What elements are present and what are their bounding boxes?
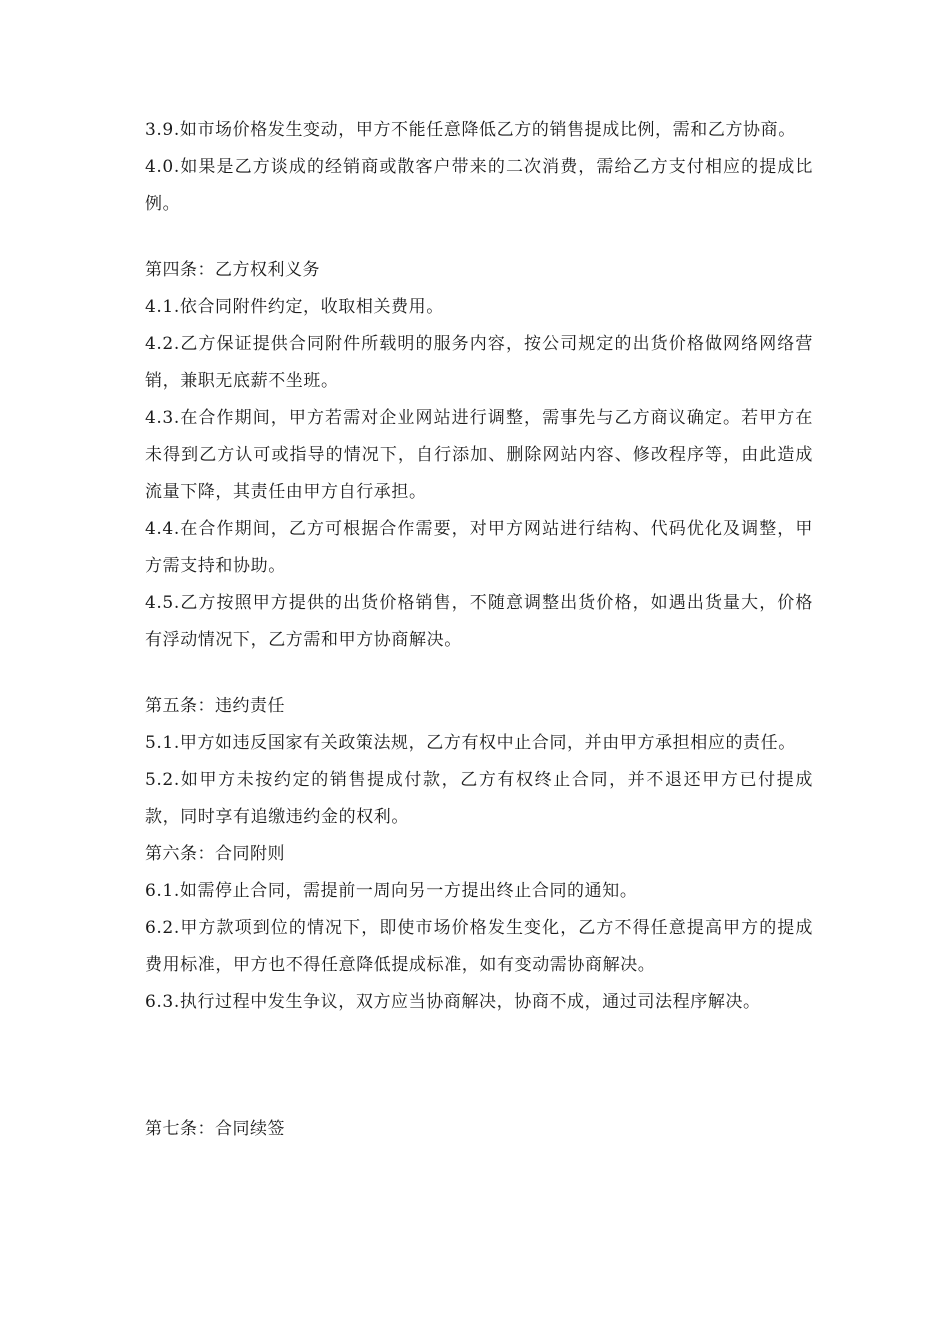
clause-5-1: 5.1.甲方如违反国家有关政策法规，乙方有权中止合同，并由甲方承担相应的责任。	[145, 733, 796, 753]
document-page	[145, 112, 813, 1148]
section-5-heading: 第五条：违约责任	[145, 696, 285, 716]
clause-4-3: 4.3.在合作期间，甲方若需对企业网站进行调整，需事先与乙方商议确定。若甲方在未得到乙方认可或指导的情况下，自行添加、删除网站内容、修改程序等，由此造成流量下降，其责任由甲方自行承担。	[145, 408, 813, 502]
clause-6-2: 6.2.甲方款项到位的情况下，即使市场价格发生变化，乙方不得任意提高甲方的提成费用标准，甲方也不得任意降低提成标准，如有变动需协商解决。	[145, 918, 813, 975]
section-4-heading: 第四条：乙方权利义务	[145, 260, 320, 280]
clause-4-5: 4.5.乙方按照甲方提供的出货价格销售，不随意调整出货价格，如遇出货量大，价格有浮动情况下，乙方需和甲方协商解决。	[145, 593, 813, 650]
clause-4-1: 4.1.依合同附件约定，收取相关费用。	[145, 297, 444, 317]
clause-4-0: 4.0.如果是乙方谈成的经销商或散客户带来的二次消费，需给乙方支付相应的提成比例。	[145, 157, 813, 214]
clause-6-3: 6.3.执行过程中发生争议，双方应当协商解决，协商不成，通过司法程序解决。	[145, 992, 761, 1012]
clause-3-9: 3.9.如市场价格发生变动，甲方不能任意降低乙方的销售提成比例，需和乙方协商。	[145, 120, 796, 140]
section-7-heading: 第七条：合同续签	[145, 1119, 285, 1139]
clause-4-2: 4.2.乙方保证提供合同附件所载明的服务内容，按公司规定的出货价格做网络网络营销，兼职无底薪不坐班。	[145, 334, 813, 391]
clause-5-2: 5.2.如甲方未按约定的销售提成付款，乙方有权终止合同，并不退还甲方已付提成款，同时享有追缴违约金的权利。	[145, 770, 813, 827]
clause-6-1: 6.1.如需停止合同，需提前一周向另一方提出终止合同的通知。	[145, 881, 638, 901]
section-6-heading: 第六条：合同附则	[145, 844, 285, 864]
clause-4-4: 4.4.在合作期间，乙方可根据合作需要，对甲方网站进行结构、代码优化及调整，甲方需支持和协助。	[145, 519, 813, 576]
